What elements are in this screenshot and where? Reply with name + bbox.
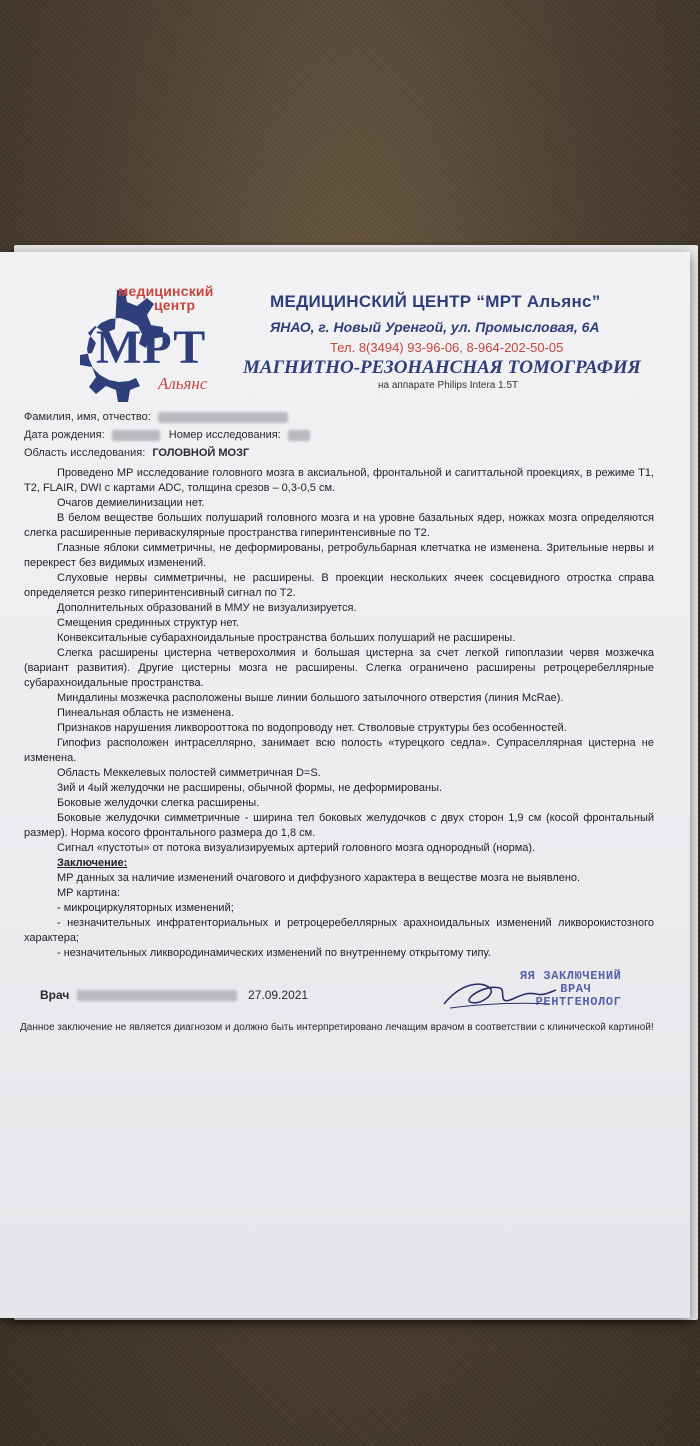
- service-title: МАГНИТНО-РЕЗОНАНСНАЯ ТОМОГРАФИЯ: [243, 357, 641, 378]
- doctor-stamp: [520, 970, 621, 1009]
- clinic-title: МЕДИЦИНСКИЙ ЦЕНТР “МРТ Альянс”: [270, 292, 601, 311]
- region-label: Область исследования:: [24, 447, 146, 459]
- stamp-line: ВРАЧ: [560, 982, 592, 996]
- study-no-label: Номер исследования:: [168, 429, 281, 441]
- birth-label: Дата рождения:: [24, 429, 105, 441]
- finding-paragraph: Конвекситальные субарахноидальные пространства больших полушарий не расширены.: [57, 632, 516, 644]
- conclusion-title: Заключение:: [57, 857, 128, 869]
- finding-paragraph: Боковые желудочки симметричные - ширина тел боковых желудочков с двух сторон 1,9 см (косой фронтальный размер). Норма косого фронтального размера до 1,8 см.: [24, 812, 654, 839]
- conclusion-item: - незначительных инфратенториальных и ретроцеребеллярных арахноидальных изменений ликворокистозного характера;: [24, 917, 654, 944]
- patient-birth-row: [24, 426, 310, 444]
- patient-name-row: [24, 408, 310, 426]
- clinic-phones: Тел. 8(3494) 93-96-06, 8-964-202-50-05: [330, 340, 564, 355]
- findings-body: [24, 466, 654, 961]
- name-label: Фамилия, имя, отчество:: [24, 411, 151, 423]
- finding-paragraph: Очагов демиелинизации нет.: [57, 497, 205, 509]
- finding-paragraph: Дополнительных образований в ММУ не визуализируется.: [57, 602, 357, 614]
- stamp-line: РЕНТГЕНОЛОГ: [535, 995, 622, 1009]
- stamp-line: ЯЯ ЗАКЛЮЧЕНИЙ: [520, 969, 622, 983]
- region-row: [24, 444, 310, 462]
- disclaimer: Данное заключение не является диагнозом и должно быть интерпретировано лечащим врачом в соответствии с клинической картиной!: [20, 1022, 654, 1033]
- finding-paragraph: Слуховые нервы симметричны, не расширены. В проекции нескольких ячеек сосцевидного отростка справа определяется резко гиперинтенсивный сигнал по Т2.: [24, 572, 654, 599]
- doctor-label: Врач: [40, 988, 70, 1002]
- finding-paragraph: Глазные яблоки симметричны, не деформированы, ретробульбарная клетчатка не изменена. Зрительные нервы и перекрест без видимых изменений.: [24, 542, 654, 569]
- finding-paragraph: Сигнал «пустоты» от потока визуализируемых артерий головного мозга однородный (норма).: [57, 842, 536, 854]
- finding-paragraph: Миндалины мозжечка расположены выше линии большого затылочного отверстия (линия McRae).: [57, 692, 564, 704]
- finding-paragraph: Пинеальная область не изменена.: [57, 707, 235, 719]
- redacted-name: [158, 412, 288, 423]
- redacted-birth: [112, 430, 160, 441]
- finding-paragraph: Боковые желудочки слегка расширены.: [57, 797, 260, 809]
- finding-paragraph: В белом веществе больших полушарий головного мозга и на уровне базальных ядер, ножках мозга определяются слегка расширенные периваскулярные пространства гиперинтенсивные по Т2.: [24, 512, 654, 539]
- finding-paragraph: Проведено МР исследование головного мозга в аксиальной, фронтальной и сагиттальной проекциях, в режиме Т1, Т2, FLAIR, DWI с картами ADC, толщина срезов – 0,3-0,5 см.: [24, 467, 654, 494]
- conclusion-item: - незначительных ликвородинамических изменений по внутреннему открытому типу.: [57, 947, 491, 959]
- doctor-line: [40, 988, 308, 1002]
- conclusion-line: МР картина:: [57, 887, 121, 899]
- patient-info: [24, 408, 310, 462]
- conclusion-item: - микроциркуляторных изменений;: [57, 902, 234, 914]
- logo-top-label: медицинский центр: [118, 283, 214, 313]
- report-date: 27.09.2021: [248, 988, 309, 1002]
- conclusion-line: МР данных за наличие изменений очагового и диффузного характера в веществе мозга не выявлено.: [57, 872, 581, 884]
- finding-paragraph: Смещения срединных структур нет.: [57, 617, 239, 629]
- clinic-address: ЯНАО, г. Новый Уренгой, ул. Промысловая, 6А: [270, 319, 600, 335]
- logo-sub-text: Альянс: [158, 374, 208, 393]
- clinic-logo: [62, 282, 237, 412]
- finding-paragraph: 3ий и 4ый желудочки не расширены, обычной формы, не деформированы.: [57, 782, 443, 794]
- finding-paragraph: Область Меккелевых полостей симметричная D=S.: [57, 767, 321, 779]
- finding-paragraph: Слегка расширены цистерна четверохолмия и большая цистерна за счет легкой гипоплазии червя мозжечка (вариант развития). Другие цистерны мозга не расширены. Слегка ограничено расширены ретроцеребеллярные субарахноидальные пространства.: [24, 647, 654, 689]
- finding-paragraph: Признаков нарушения ликворооттока по водопроводу нет. Стволовые структуры без особенностей.: [57, 722, 567, 734]
- redacted-doctor-name: [77, 990, 237, 1001]
- finding-paragraph: Гипофиз расположен интраселлярно, занимает всю полость «турецкого седла». Супраселлярная цистерна не изменена.: [24, 737, 654, 764]
- redacted-study-no: [288, 430, 310, 441]
- region-value: ГОЛОВНОЙ МОЗГ: [152, 447, 250, 459]
- logo-main-text: МРТ: [96, 321, 207, 374]
- device-line: на аппарате Philips Intera 1.5T: [378, 380, 519, 391]
- mri-report-sheet: [0, 252, 690, 1318]
